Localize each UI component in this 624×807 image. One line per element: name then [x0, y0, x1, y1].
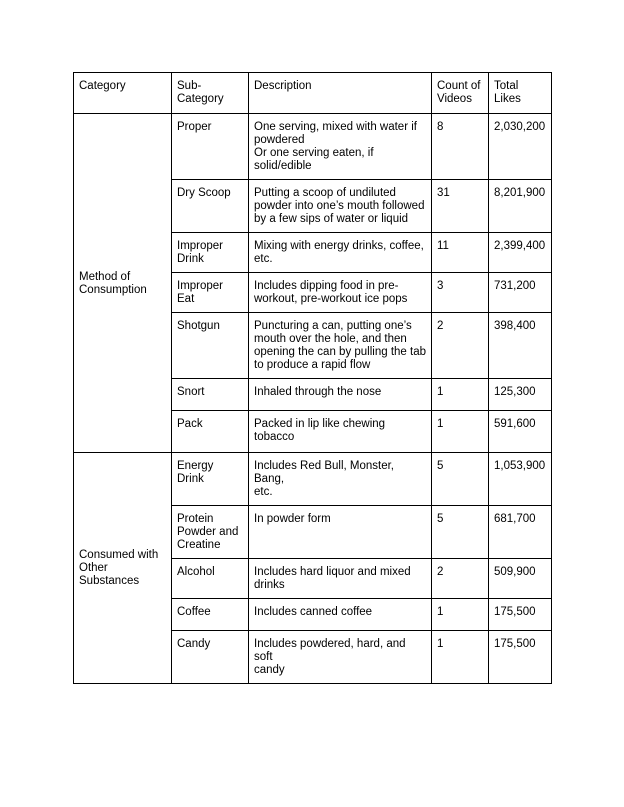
- cell-text-line: Pack: [177, 418, 203, 430]
- subcategory-cell: [172, 114, 249, 180]
- cell-text-line: Includes powdered, hard, and soft: [254, 638, 406, 663]
- table-row: [74, 453, 552, 506]
- cell-text-line: Alcohol: [177, 566, 215, 578]
- category-cell: [74, 453, 172, 684]
- cell-text-line: Substances: [79, 575, 140, 587]
- header-likes: Total Likes: [489, 73, 552, 114]
- description-cell: [249, 506, 432, 559]
- header-row: [74, 73, 552, 114]
- count-cell: 2: [432, 313, 489, 379]
- likes-cell: 175,500: [489, 631, 552, 684]
- cell-text-line: In powder form: [254, 513, 331, 525]
- cell-text-line: Coffee: [177, 606, 211, 618]
- cell-text-line: Powder and: [177, 526, 239, 538]
- description-cell: [249, 313, 432, 379]
- cell-text-line: Puncturing a can, putting one’s: [254, 320, 412, 332]
- description-cell: [249, 599, 432, 631]
- description-cell: [249, 379, 432, 411]
- cell-text-line: Improper Eat: [177, 280, 224, 305]
- cell-text-line: Includes canned coffee: [254, 606, 373, 618]
- cell-text-line: Proper: [177, 121, 212, 133]
- subcategory-cell: [172, 379, 249, 411]
- cell-text-line: Consumption: [79, 283, 147, 296]
- cell-text-line: etc.: [254, 486, 273, 498]
- count-cell: 5: [432, 506, 489, 559]
- subcategory-cell: [172, 506, 249, 559]
- likes-cell: 8,201,900: [489, 180, 552, 233]
- cell-text-line: powder into one’s mouth followed: [254, 200, 425, 212]
- subcategory-cell: [172, 313, 249, 379]
- cell-text-line: Energy Drink: [177, 460, 214, 485]
- cell-text-line: Drink: [177, 253, 204, 265]
- description-cell: [249, 411, 432, 453]
- description-cell: [249, 631, 432, 684]
- description-cell: [249, 180, 432, 233]
- data-table: [73, 72, 552, 684]
- header-subcategory: Sub- Category: [172, 73, 249, 114]
- count-cell: 31: [432, 180, 489, 233]
- count-cell: 2: [432, 559, 489, 599]
- header-description: Description: [249, 73, 432, 114]
- table-row: [74, 114, 552, 180]
- likes-cell: 1,053,900: [489, 453, 552, 506]
- cell-text-line: Mixing with energy drinks, coffee,: [254, 240, 424, 252]
- cell-text-line: Or one serving eaten, if: [254, 147, 374, 159]
- likes-cell: 731,200: [489, 273, 552, 313]
- category-cell: [74, 114, 172, 453]
- cell-text-line: to produce a rapid flow: [254, 359, 371, 371]
- cell-text-line: Includes Red Bull, Monster, Bang,: [254, 460, 394, 485]
- likes-cell: 125,300: [489, 379, 552, 411]
- subcategory-cell: [172, 233, 249, 273]
- cell-text-line: One serving, mixed with water if: [254, 121, 417, 133]
- cell-text-line: candy: [254, 664, 285, 676]
- table-body: [74, 73, 552, 684]
- cell-text-line: Other: [79, 562, 108, 574]
- cell-text-line: by a few sips of water or liquid: [254, 213, 409, 225]
- subcategory-cell: [172, 559, 249, 599]
- cell-text-line: Putting a scoop of undiluted: [254, 187, 396, 199]
- cell-text-line: Inhaled through the nose: [254, 386, 382, 398]
- cell-text-line: Consumed with: [79, 549, 159, 561]
- likes-cell: 591,600: [489, 411, 552, 453]
- cell-text-line: opening the can by pulling the tab: [254, 346, 426, 358]
- cell-text-line: Protein: [177, 513, 214, 525]
- description-cell: [249, 273, 432, 313]
- description-cell: [249, 559, 432, 599]
- header-count: Count of Videos: [432, 73, 489, 114]
- cell-text-line: Includes dipping food in pre-: [254, 280, 399, 292]
- subcategory-cell: [172, 273, 249, 313]
- subcategory-cell: [172, 453, 249, 506]
- count-cell: 8: [432, 114, 489, 180]
- cell-text-line: Improper: [177, 240, 224, 252]
- cell-text-line: Dry Scoop: [177, 187, 231, 199]
- subcategory-cell: [172, 599, 249, 631]
- description-cell: [249, 114, 432, 180]
- count-cell: 1: [432, 631, 489, 684]
- cell-text-line: Method of: [79, 270, 131, 283]
- count-cell: 1: [432, 599, 489, 631]
- cell-text-line: Creatine: [177, 539, 221, 551]
- cell-text-line: Packed in lip like chewing tobacco: [254, 418, 386, 443]
- count-cell: 11: [432, 233, 489, 273]
- header-category: Category: [74, 73, 172, 114]
- cell-text-line: Includes hard liquor and mixed: [254, 566, 411, 578]
- cell-text-line: powdered: [254, 134, 305, 146]
- cell-text-line: mouth over the hole, and then: [254, 333, 407, 345]
- description-cell: [249, 233, 432, 273]
- cell-text-line: Candy: [177, 638, 211, 650]
- likes-cell: 2,399,400: [489, 233, 552, 273]
- likes-cell: 681,700: [489, 506, 552, 559]
- likes-cell: 175,500: [489, 599, 552, 631]
- count-cell: 3: [432, 273, 489, 313]
- cell-text-line: etc.: [254, 253, 273, 265]
- count-cell: 1: [432, 411, 489, 453]
- cell-text-line: solid/edible: [254, 160, 312, 172]
- likes-cell: 398,400: [489, 313, 552, 379]
- cell-text-line: Snort: [177, 386, 205, 398]
- likes-cell: 509,900: [489, 559, 552, 599]
- cell-text-line: drinks: [254, 579, 285, 591]
- likes-cell: 2,030,200: [489, 114, 552, 180]
- count-cell: 5: [432, 453, 489, 506]
- subcategory-cell: [172, 180, 249, 233]
- cell-text-line: Shotgun: [177, 320, 220, 332]
- description-cell: [249, 453, 432, 506]
- subcategory-cell: [172, 411, 249, 453]
- subcategory-cell: [172, 631, 249, 684]
- cell-text-line: workout, pre-workout ice pops: [254, 293, 408, 305]
- count-cell: 1: [432, 379, 489, 411]
